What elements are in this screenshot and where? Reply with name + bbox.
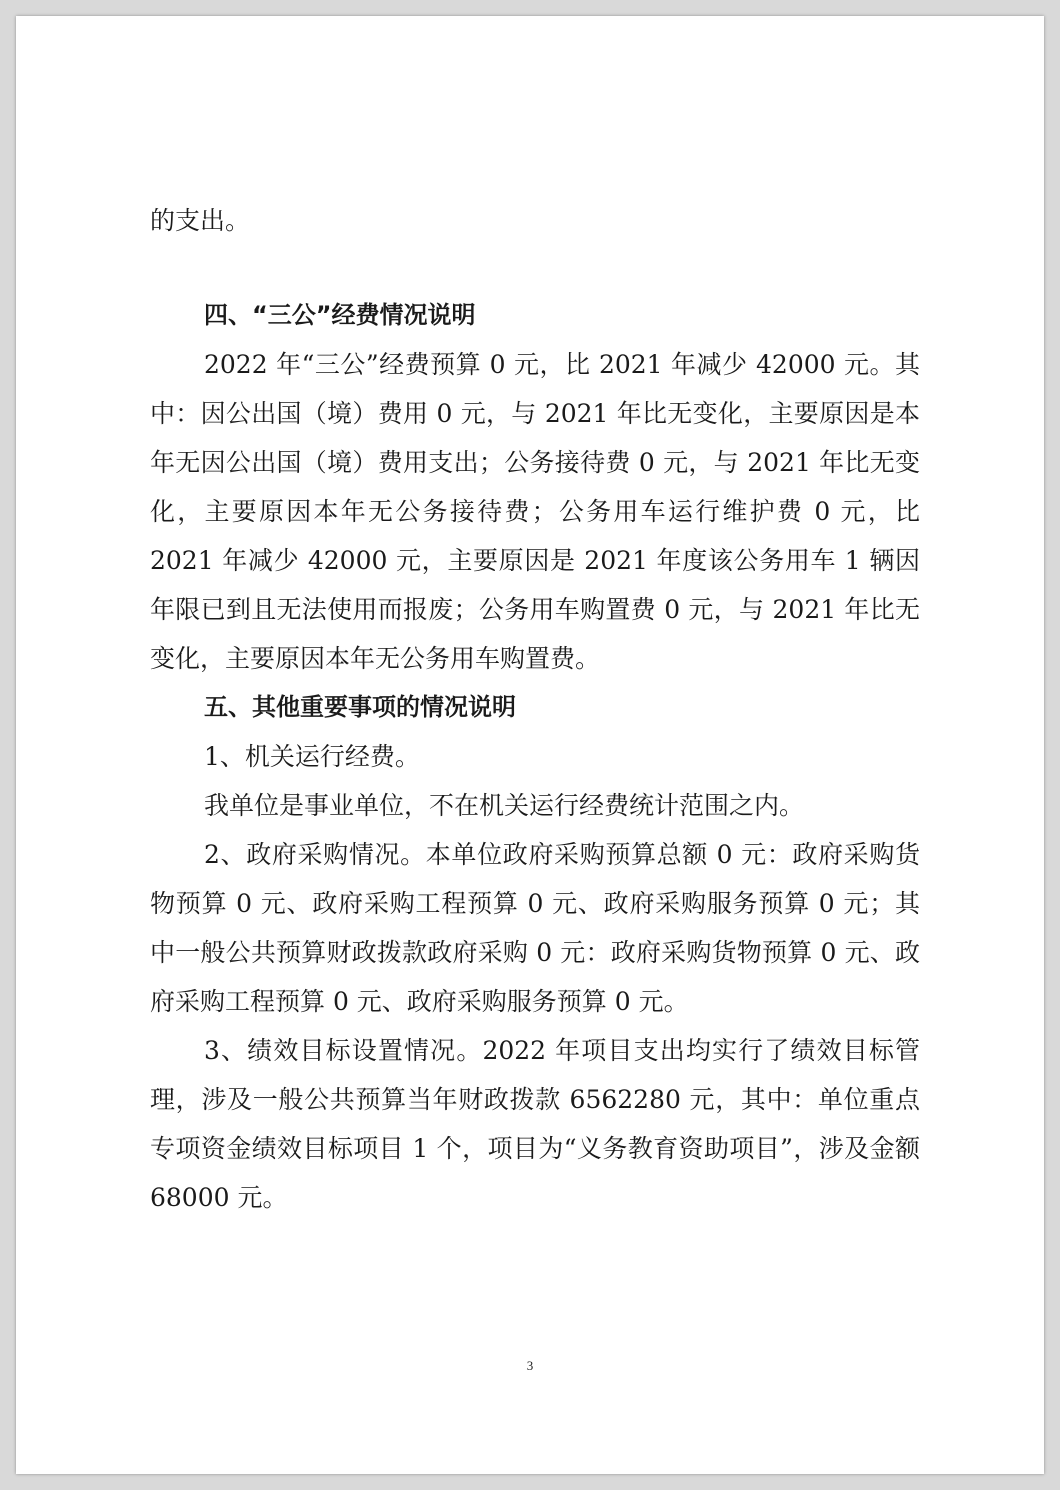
section-heading-three-public: 四、“三公”经费情况说明 bbox=[204, 301, 476, 329]
document-page bbox=[16, 16, 1044, 1474]
section-heading-other-matters: 五、其他重要事项的情况说明 bbox=[204, 693, 516, 721]
paragraph-office-expense-note: 我单位是事业单位，不在机关运行经费统计范围之内。 bbox=[204, 791, 805, 820]
paragraph-government-procurement: 2、政府采购情况。本单位政府采购预算总额 0 元：政府采购货物预算 0 元、政府采购工程预算 0 元、政府采购服务预算 0 元；其中一般公共预算财政拨款政府采购 0 元：政府采购货物预算 0 元、政府采购工程预算 0 元、政府采购服务预算 0 元。 bbox=[150, 840, 920, 1016]
paragraph-three-public-budget: 2022 年“三公”经费预算 0 元，比 2021 年减少 42000 元。其中：因公出国（境）费用 0 元，与 2021 年比无变化，主要原因是本年无因公出国（境）费用支出；公务接待费 0 元，与 2021 年比无变化，主要原因本年无公务接待费；公务用车运行维护费 0 元，比 2021 年减少 42000 元，主要原因是 2021 年度该公务用车 1 辆因年限已到且无法使用而报废；公务用车购置费 0 元，与 2021 年比无变化，主要原因本年无公务用车购置费。 bbox=[150, 350, 920, 673]
page-number: 3 bbox=[526, 1358, 534, 1373]
paragraph-expense-end: 的支出。 bbox=[150, 206, 251, 235]
document-body bbox=[150, 196, 920, 1222]
paragraph-performance-targets: 3、绩效目标设置情况。2022 年项目支出均实行了绩效目标管理，涉及一般公共预算当年财政拨款 6562280 元，其中：单位重点专项资金绩效目标项目 1 个，项目为“义务教育资助项目”，涉及金额 68000 元。 bbox=[150, 1036, 920, 1212]
paragraph-office-expense-title: 1、机关运行经费。 bbox=[204, 742, 420, 771]
